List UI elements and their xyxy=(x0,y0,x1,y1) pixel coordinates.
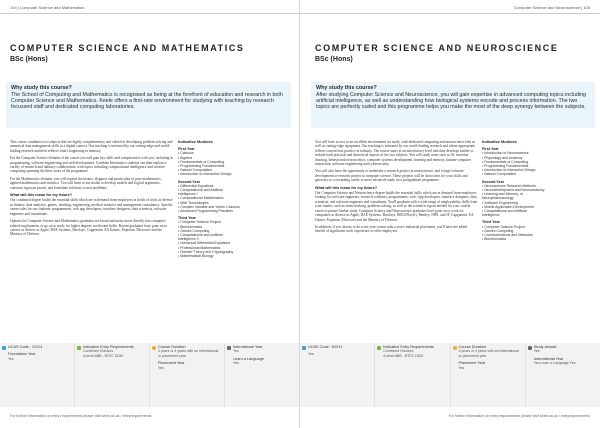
info-sub-value: Yes xyxy=(8,356,14,361)
body-paragraph: This course combines two subjects that are highly complementary and valued at developing problem solving and numerical data management skills in a digital context. Our teaching is informed by our cutting-edge and world-leading research and their reflects what's happening in industry. xyxy=(10,140,173,153)
year-heading: Second Year xyxy=(482,179,505,184)
right-page xyxy=(300,0,600,428)
module-item: • Games Computing xyxy=(482,228,514,233)
module-item: • Computational and Artificial xyxy=(178,233,223,238)
module-item: • Algebra xyxy=(178,155,193,160)
module-item: • Programming Fundamentals xyxy=(482,164,529,169)
module-item: • Software Engineering xyxy=(482,200,518,205)
info-cell-ucas xyxy=(0,343,74,407)
info-label: International Year xyxy=(233,345,263,349)
module-year-list xyxy=(178,151,290,176)
module-item: • Computational and Artificial xyxy=(482,209,527,214)
modules-heading: Indicative Modules xyxy=(178,139,213,144)
page-title: COMPUTER SCIENCE AND NEUROSCIENCE xyxy=(315,43,559,53)
body-paragraph: You will have access to an excellent environment for study, with dedicated computing and neuroscience labs as well as cutting-edge equipment. Our teaching is informed by our world-leading research and where appropriate reflects current best practice in industry. The course starts at an introductory level and then develops further to include both practical and theoretical aspects of the two subjects. You will study areas such as AI, machine learning, behavioural neuroscience, computer systems development, learning and memory, human-computer interaction, software engineering and cybersecurity. xyxy=(315,140,475,167)
globe-icon xyxy=(528,346,532,350)
modules-list xyxy=(178,140,290,258)
module-item: • Professional Mathematics xyxy=(178,245,221,250)
module-item: • Neurodevelopment and Neuroanatomy xyxy=(482,188,545,193)
module-item: • Games Computing xyxy=(178,228,210,233)
globe-icon xyxy=(227,346,231,350)
module-item: • Introduction to Interaction Design xyxy=(482,168,536,173)
footer-note: For further information on entry requirements please visit keele.ac.uk / entryrequirements xyxy=(448,414,590,418)
module-item: Intelligence I xyxy=(178,192,198,197)
info-cell-entry xyxy=(74,343,149,407)
course-info-bar xyxy=(300,343,600,407)
info-sub-label: Placement Year xyxy=(458,361,486,366)
module-item: • Bioinformatics xyxy=(482,237,507,242)
module-item: • Calculus xyxy=(178,151,194,156)
info-value: Yes xyxy=(533,349,540,354)
body-column xyxy=(10,140,173,240)
why-text: The School of Computing and Mathematics is recognised as being at the forefront of education and research in both Computer Science and Mathematics. Keele offers a first-rate environment for studying with teaching by research focussed staff and dedicated computing laboratories. xyxy=(11,92,283,111)
modules-heading: Indicative Modules xyxy=(482,139,517,144)
module-item: Intelligence II xyxy=(178,237,199,242)
clock-icon xyxy=(453,346,457,350)
info-sub-value: Yes xyxy=(458,365,465,370)
info-label: UCAS Code - BCH1 xyxy=(308,345,343,349)
degree-label: BSc (Hons) xyxy=(315,56,353,63)
info-sub-label: Foundation Year xyxy=(8,352,36,357)
running-header: Computer Science and Neuroscience | 105 xyxy=(513,5,590,10)
module-item: • Communications and Networks xyxy=(482,233,533,238)
info-label: Indicative Entry Requirements xyxy=(83,345,134,349)
info-sub-value: Yes xyxy=(308,352,314,357)
footer-note: For further information on entry requirements please visit keele.ac.uk / entryrequirements xyxy=(10,414,152,418)
entry-requirements-icon xyxy=(77,346,81,350)
module-item: • Mobile Application Development xyxy=(482,204,535,209)
module-item: Intelligence xyxy=(482,213,500,218)
module-item: Neuropharmacology xyxy=(482,196,514,201)
info-value: Yes xyxy=(233,349,239,354)
module-item: • Complex Variable and Vector Calculus xyxy=(178,204,240,209)
module-item: • Computational Mathematics xyxy=(178,196,224,201)
module-item: • Programming Fundamentals xyxy=(178,164,225,169)
info-sub-label: International Year xyxy=(533,356,564,361)
info-value: Combined Honours xyxy=(83,349,114,354)
future-heading: What will this mean for my future? xyxy=(315,185,378,190)
page-title: COMPUTER SCIENCE AND MATHEMATICS xyxy=(10,43,245,53)
module-item: • Numerical Differential Equations xyxy=(178,241,231,246)
module-year-list xyxy=(178,220,290,258)
ucas-icon xyxy=(2,346,6,350)
body-paragraph: Options for Computer Science and Mathematics graduates are broad and many move directly into computer-related employment, or go on to study for higher degrees in relevant fields. Recent graduates have gone on to careers as diverse as Apple, BAE Systems, Barclays, Capgemini, EA Games, Experian, Microsoft and the Ministry of Defence. xyxy=(10,219,168,237)
info-sub-value: Yes xyxy=(233,361,239,366)
ucas-icon xyxy=(302,346,306,350)
module-item: • Bioinformatics xyxy=(178,224,203,229)
info-sub-label: A-level ABB - BTEC DDM xyxy=(83,353,123,358)
module-item: • Computer Science Project xyxy=(482,224,525,229)
info-value: Combined Honours xyxy=(383,349,414,354)
year-heading: Third Year xyxy=(178,216,196,221)
module-year-list xyxy=(482,225,594,242)
year-heading: Third Year xyxy=(482,220,500,225)
module-item: • Computational and Artificial xyxy=(178,188,223,193)
info-value: 3 years or 4 years with an International or placement year xyxy=(158,349,219,358)
info-label: Study abroad xyxy=(533,345,557,349)
module-item: • Natural Computation xyxy=(482,172,517,177)
body-paragraph: Our Computer Science and Neuroscience degree builds the essential skills which are in demand from employers looking for software engineers, research scientists, programmers, web / app developers, interface designers, data scientists, and software engineers and consultants. You'll graduate with a wide range of employability skills from your studies, such as team-working, problem solving, as well as the scientific rigour needed for your careful career to pursue further study. Computer Science and Neuroscience graduates have gone on to work for companies as diverse as Apple, BAE Systems, Barclays, BBC(iPlayer), Bentley, NHS, and IT, Capgemini, EA Games, Experian, Microsoft and the Ministry of Defence. xyxy=(315,191,478,222)
year-heading: Second Year xyxy=(178,179,201,184)
module-item: • Introduction to Interaction Design xyxy=(178,172,232,177)
module-year-list xyxy=(482,184,594,218)
info-label: Course Duration xyxy=(458,345,487,349)
header-rule xyxy=(0,13,299,14)
module-item: • Neuroscience Research Methods xyxy=(482,183,536,188)
module-item: • Mathematical Biology xyxy=(178,254,214,259)
modules-list xyxy=(482,140,594,241)
why-heading: Why study this course? xyxy=(316,85,377,91)
info-cell-international xyxy=(224,343,299,407)
info-sub-value: Yes Learn a Language Yes xyxy=(533,361,576,366)
info-sub-label: A-level ABB - BTEC DDM xyxy=(383,353,424,358)
module-item: • Number Theory and Cryptography xyxy=(178,249,234,254)
header-rule xyxy=(300,13,600,14)
info-cell-duration xyxy=(149,343,224,407)
future-heading: What will this mean for my future? xyxy=(10,193,73,198)
module-item: • Physiology and Anatomy xyxy=(482,155,523,160)
info-sub-value: Yes xyxy=(158,365,164,370)
module-item: • Differential Equations xyxy=(178,183,214,188)
info-sub-label: Learn a Language xyxy=(233,356,264,361)
body-paragraph: You will also have the opportunity to undertake a research project in neuroscience, and a large software development or research project in computer science. These projects will be showcases for your skills and gateways to a rewarding career or more advanced study on a postgraduate programme. xyxy=(315,169,468,183)
info-cell-duration xyxy=(450,343,525,407)
info-cell-ucas xyxy=(300,343,374,407)
body-paragraph: Our combined degree builds the essential skills which are in demand from employers in fields of work as diverse as finance, data analytics, games, teaching, engineering, medical statistics and management consultancy. Specific career roles for our students: programmers, web app developers, interface designers, data scientists, software engineers and consultants. xyxy=(10,198,173,216)
module-item: • Learning and Memory, or xyxy=(482,192,524,197)
module-item: • Introduction to Neuroscience xyxy=(482,151,529,156)
body-column xyxy=(315,140,478,237)
year-heading: First Year xyxy=(482,147,499,152)
info-sub-label: Placement Year xyxy=(158,361,185,366)
module-item: • Natural Computation xyxy=(178,168,213,173)
degree-label: BSc (Hons) xyxy=(10,56,48,63)
info-label: UCAS Code - GG14 xyxy=(8,345,43,349)
module-year-list xyxy=(178,184,290,213)
body-paragraph: For the Computer Science element of the course you will gain key skills and competencies with you, including in programming, software engineering and web development. Combine Informatics students can then explore a variety of research and industry collaboration, with topics including computational intelligence and creative computing spanning the three years of the programme. xyxy=(10,156,173,174)
running-header: 104 | Computer Science and Mathematics xyxy=(10,5,85,10)
info-cell-entry xyxy=(374,343,449,407)
module-item: • Computer Science Project xyxy=(178,220,221,225)
info-label: Indicative Entry Requirements xyxy=(383,345,434,349)
body-paragraph: For the Mathematics element, you will explore the beauty, elegance and practicality of pure mathematics, applied mathematics and statistics. You will learn to use maths to develop models and logical arguments, construct rigorous proofs, and formulate solutions to new problems. xyxy=(10,176,162,190)
why-text: After studying Computer Science and Neuroscience, you will gain expertise in advanced computing topics including artificial intelligence, as well as understanding how biological systems encode and process information. The two topics are perfectly suited and this programme helps you make the most of the deep synergy between the subjects. xyxy=(316,92,586,111)
clock-icon xyxy=(152,346,156,350)
module-item: • Fundamentals of Computing xyxy=(178,159,225,164)
info-value: 3 years or 4 years with an International or placement year xyxy=(458,349,519,358)
why-study-box xyxy=(6,82,291,128)
module-item: • Fundamentals of Computing xyxy=(482,159,529,164)
info-cell-study-abroad xyxy=(525,343,600,407)
entry-requirements-icon xyxy=(377,346,381,350)
why-study-box xyxy=(311,82,595,128)
course-info-bar xyxy=(0,343,299,407)
year-heading: First Year xyxy=(178,147,195,152)
module-item: • Web Technologies xyxy=(178,200,209,205)
module-year-list xyxy=(482,151,594,176)
why-heading: Why study this course? xyxy=(11,85,72,91)
module-item: • Advanced Programming Practices xyxy=(178,209,233,214)
info-label: Course Duration xyxy=(158,345,186,349)
body-paragraph: In addition, if you choose to do a one year course with a year's industrial placement, you'll have the added benefit of significant work experience to offer employers. xyxy=(315,224,468,234)
